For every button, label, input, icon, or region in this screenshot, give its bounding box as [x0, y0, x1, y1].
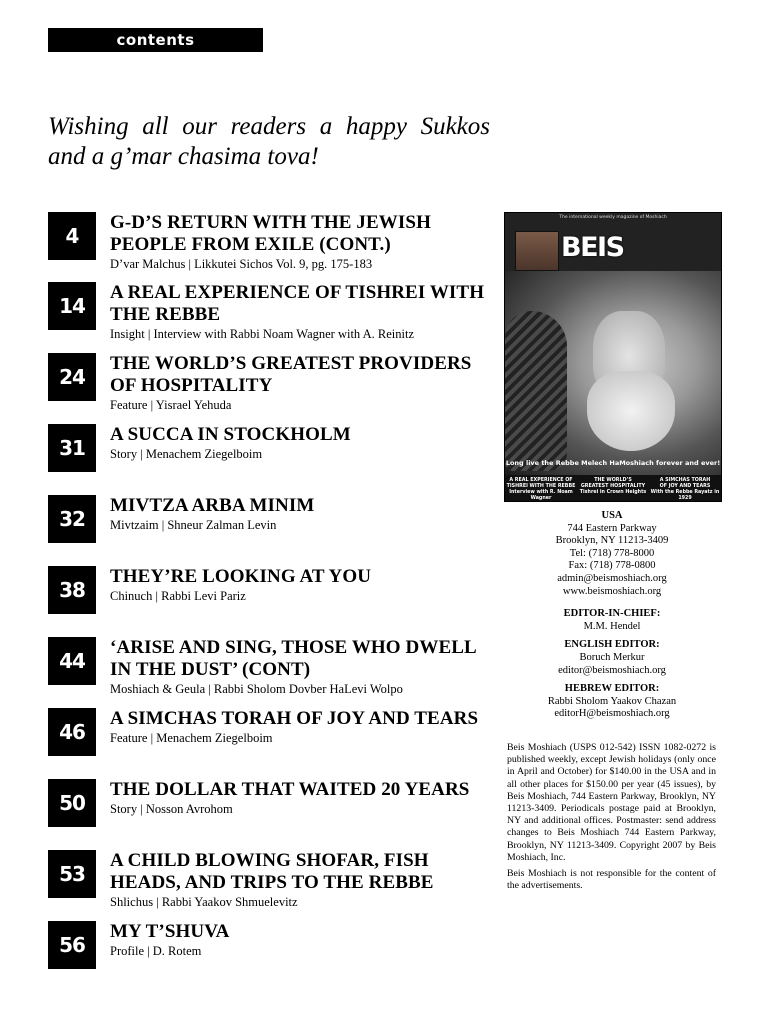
cover-teaser	[650, 475, 720, 501]
article-title-line: OF HOSPITALITY	[110, 375, 273, 396]
portrait-beard	[587, 371, 675, 451]
article-subtitle: Shlichus | Rabbi Yaakov Shmuelevitz	[110, 895, 298, 909]
publication-notice: Beis Moshiach (USPS 012-542) ISSN 1082-0272 is published weekly, except Jewish holidays (only once in April and October) for $140.00 in the USA and in all other places for $150.00 per year (45 issues), by Beis Moshiach, 744 Eastern Parkway, Brooklyn, NY 11213-3409. Periodicals postage paid at Brooklyn, NY and additional offices. Postmaster: send address changes to Beis Moshiach 744 Eastern Parkway, Brooklyn, NY 11213-3409. Copyright 2007 by Beis Moshiach, Inc.	[507, 742, 716, 863]
teaser-line: THE WORLD’S	[594, 478, 632, 483]
contents-header	[48, 28, 263, 52]
website-link[interactable]: www.beismoshiach.org	[562, 585, 662, 597]
page-number: 24	[48, 353, 96, 401]
hebrew-editor-name: Rabbi Sholom Yaakov Chazan	[547, 695, 677, 707]
cover-masthead: BEIS	[561, 232, 624, 263]
article-title-line: THE REBBE	[110, 304, 221, 325]
article-subtitle: Mivtzaim | Shneur Zalman Levin	[110, 518, 277, 532]
page-number: 14	[48, 282, 96, 330]
editor-in-chief-heading: EDITOR-IN-CHIEF:	[563, 608, 661, 620]
cover-teaser	[578, 475, 648, 501]
teaser-line: A SIMCHAS TORAH	[659, 478, 711, 483]
page-number: 50	[48, 779, 96, 827]
teaser-line: OF JOY AND TEARS	[659, 484, 711, 489]
article-title	[110, 282, 494, 326]
article-title-line: A SUCCA IN STOCKHOLM	[110, 424, 351, 445]
magazine-cover-image	[504, 212, 722, 502]
address-line: 744 Eastern Parkway	[567, 522, 657, 534]
publication-fineprint	[507, 742, 716, 896]
english-editor-heading: ENGLISH EDITOR:	[564, 639, 660, 651]
article-title	[110, 566, 494, 588]
english-editor-name: Boruch Merkur	[579, 651, 645, 663]
contents-label: contents	[116, 31, 195, 49]
english-editor	[504, 639, 720, 677]
teaser-line: With the Rebbe Rayatz in 1929	[650, 490, 720, 501]
advertisement-disclaimer: Beis Moshiach is not responsible for the content of the advertisements.	[507, 868, 716, 892]
cover-tagline: Long live the Rebbe Melech HaMoshiach forever and ever!	[505, 459, 721, 467]
article-title-line: MIVTZA ARBA MINIM	[110, 495, 315, 516]
page-number: 53	[48, 850, 96, 898]
page-number: 38	[48, 566, 96, 614]
greeting-line-1: Wishing all our readers a happy Sukkos	[48, 113, 490, 140]
editor-in-chief-name: M.M. Hendel	[583, 620, 641, 632]
article-subtitle: Feature | Yisrael Yehuda	[110, 398, 232, 412]
page-number: 56	[48, 921, 96, 969]
article-title-line: A SIMCHAS TORAH OF JOY AND TEARS	[110, 708, 479, 729]
article-subtitle: Feature | Menachem Ziegelboim	[110, 731, 273, 745]
publication-masthead	[504, 510, 720, 731]
fax-number: Fax: (718) 778-0800	[568, 560, 656, 572]
usa-heading: USA	[601, 510, 623, 521]
article-title	[110, 708, 494, 730]
hebrew-editor	[504, 683, 720, 721]
greeting-line-2: and a g’mar chasima tova!	[48, 143, 319, 170]
teaser-line: GREATEST HOSPITALITY	[580, 484, 646, 489]
article-title-line: MY T’SHUVA	[110, 921, 230, 942]
article-subtitle: Story | Menachem Ziegelboim	[110, 447, 263, 461]
page-number: 4	[48, 212, 96, 260]
teaser-line: TISHREI WITH THE REBBE	[506, 484, 576, 489]
article-subtitle: Moshiach & Geula | Rabbi Sholom Dovber HaLevi Wolpo	[110, 682, 403, 696]
article-title	[110, 779, 494, 801]
hebrew-editor-email[interactable]: editorH@beismoshiach.org	[554, 708, 670, 720]
article-title-line: THE DOLLAR THAT WAITED 20 YEARS	[110, 779, 470, 800]
holiday-greeting	[48, 112, 490, 172]
article-title	[110, 637, 494, 681]
teaser-line: Tishrei in Crown Heights	[579, 490, 647, 495]
article-subtitle: Insight | Interview with Rabbi Noam Wagner with A. Reinitz	[110, 327, 414, 341]
article-subtitle: Story | Nosson Avrohom	[110, 802, 233, 816]
teaser-line: A REAL EXPERIENCE OF	[509, 478, 573, 483]
page-number: 46	[48, 708, 96, 756]
phone-number: Tel: (718) 778-8000	[569, 547, 655, 559]
article-subtitle: D’var Malchus | Likkutei Sichos Vol. 9, pg. 175-183	[110, 257, 373, 271]
article-title	[110, 850, 494, 894]
email-link[interactable]: admin@beismoshiach.org	[557, 572, 667, 584]
lulav-image	[505, 311, 567, 471]
page-number: 44	[48, 637, 96, 685]
hebrew-editor-heading: HEBREW EDITOR:	[564, 683, 660, 695]
article-title-line: THEY’RE LOOKING AT YOU	[110, 566, 372, 587]
article-subtitle: Profile | D. Rotem	[110, 944, 202, 958]
cover-top-line: The international weekly magazine of Moshiach	[559, 215, 667, 220]
article-title	[110, 424, 494, 446]
article-title	[110, 353, 494, 397]
article-title-line: THE WORLD’S GREATEST PROVIDERS	[110, 353, 472, 374]
usa-office	[504, 510, 720, 598]
article-title-line: HEADS, AND TRIPS TO THE REBBE	[110, 872, 434, 893]
article-title-line: ‘ARISE AND SING, THOSE WHO DWELL	[110, 637, 477, 658]
cover-teaser	[506, 475, 576, 501]
editor-in-chief	[504, 608, 720, 633]
article-title	[110, 921, 494, 943]
article-title-line: G-D’S RETURN WITH THE JEWISH	[110, 212, 431, 233]
cover-photo	[505, 271, 721, 476]
page-number: 31	[48, 424, 96, 472]
cover-footer	[505, 475, 721, 501]
article-subtitle: Chinuch | Rabbi Levi Pariz	[110, 589, 246, 603]
teaser-line: Interview with R. Noam Wagner	[509, 490, 573, 501]
article-title-line: A CHILD BLOWING SHOFAR, FISH	[110, 850, 429, 871]
article-title-line: A REAL EXPERIENCE OF TISHREI WITH	[110, 282, 485, 303]
article-title-line: PEOPLE FROM EXILE (CONT.)	[110, 234, 391, 255]
article-title	[110, 495, 494, 517]
article-title-line: IN THE DUST’ (CONT)	[110, 659, 311, 680]
article-title	[110, 212, 494, 256]
english-editor-email[interactable]: editor@beismoshiach.org	[558, 664, 666, 676]
page-number: 32	[48, 495, 96, 543]
address-line: Brooklyn, NY 11213-3409	[555, 535, 669, 547]
building-photo	[515, 231, 559, 271]
